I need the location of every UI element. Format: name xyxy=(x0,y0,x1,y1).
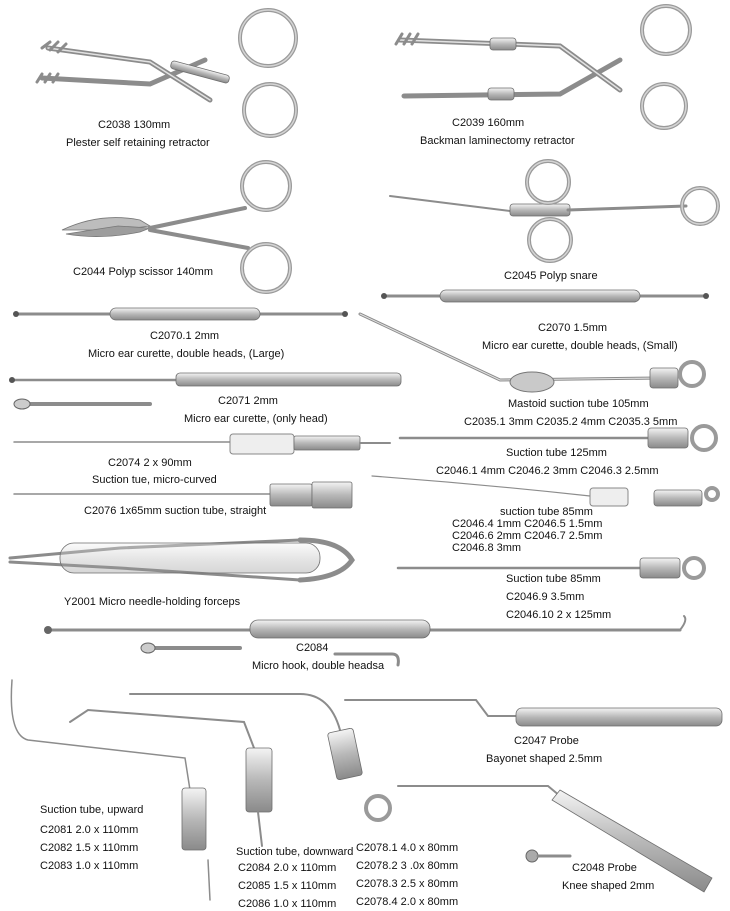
c2070-code: C2070 1.5mm xyxy=(538,322,608,334)
c2078-row: C2078.3 2.5 x 80mm xyxy=(356,878,459,890)
suction85b-name: Suction tube 85mm xyxy=(506,573,601,585)
ear-curette-single-icon xyxy=(9,373,401,409)
c2048-name: Knee shaped 2mm xyxy=(562,880,655,892)
downward-row: C2085 1.5 x 110mm xyxy=(238,880,337,892)
c2074-code: C2074 2 x 90mm xyxy=(108,457,192,469)
c2035-sizes: C2035.1 3mm C2035.2 4mm C2035.3 5mm xyxy=(464,416,678,428)
micro-curved-suction-icon xyxy=(14,434,390,454)
c2070-1-code: C2070.1 2mm xyxy=(150,330,220,342)
suction-tube-85-icon xyxy=(372,476,718,506)
c2071-name: Micro ear curette, (only head) xyxy=(184,413,328,425)
needle-holder-icon xyxy=(10,540,352,580)
downward-row: C2084 2.0 x 110mm xyxy=(238,862,337,874)
ear-curette-small-icon xyxy=(381,290,709,302)
c2071-code: C2071 2mm xyxy=(218,395,278,407)
suction85a-row2: C2046.6 2mm C2046.7 2.5mm xyxy=(452,530,603,542)
c2048-code: C2048 Probe xyxy=(572,862,637,874)
backman-retractor-icon xyxy=(396,6,690,128)
c2044-name: C2044 Polyp scissor 140mm xyxy=(73,266,214,278)
c2070-1-name: Micro ear curette, double heads, (Large) xyxy=(88,348,285,360)
upward-row: C2082 1.5 x 110mm xyxy=(40,842,139,854)
c2078-row: C2078.1 4.0 x 80mm xyxy=(356,842,459,854)
c2076-name: C2076 1x65mm suction tube, straight xyxy=(84,505,267,517)
suction125-name: Suction tube 125mm xyxy=(506,447,607,459)
c2070-name: Micro ear curette, double heads, (Small) xyxy=(482,340,678,352)
micro-hook-icon xyxy=(44,616,685,665)
bayonet-probe-icon xyxy=(345,700,722,726)
suction85a-name: suction tube 85mm xyxy=(500,506,593,518)
c2078-row: C2078.2 3 .0x 80mm xyxy=(356,860,459,872)
c2038-code: C2038 130mm xyxy=(98,119,171,131)
c2045-name: C2045 Polyp snare xyxy=(504,270,598,282)
suction85b-s1: C2046.9 3.5mm xyxy=(506,591,585,603)
downward-row: C2086 1.0 x 110mm xyxy=(238,898,337,910)
y2001-name: Y2001 Micro needle-holding forceps xyxy=(64,596,241,608)
c2084-hook-name: Micro hook, double headsa xyxy=(252,660,385,672)
knee-probe-icon xyxy=(398,786,712,892)
upward-row: C2083 1.0 x 110mm xyxy=(40,860,139,872)
suction85b-s2: C2046.10 2 x 125mm xyxy=(506,609,612,621)
c2039-name: Backman laminectomy retractor xyxy=(420,135,575,147)
c2038-name: Plester self retaining retractor xyxy=(66,137,210,149)
polyp-snare-icon xyxy=(390,161,718,261)
ear-curette-large-icon xyxy=(13,308,348,320)
suction125-sizes: C2046.1 4mm C2046.2 3mm C2046.3 2.5mm xyxy=(436,465,659,477)
suction85a-row1: C2046.4 1mm C2046.5 1.5mm xyxy=(452,518,603,530)
c2084-hook-code: C2084 xyxy=(296,642,329,654)
suction85a-row3: C2046.8 3mm xyxy=(452,542,522,554)
plester-retractor-icon xyxy=(37,10,296,136)
upward-title: Suction tube, upward xyxy=(40,804,144,816)
c2047-name: Bayonet shaped 2.5mm xyxy=(486,753,603,765)
upward-row: C2081 2.0 x 110mm xyxy=(40,824,139,836)
c2074-name: Suction tue, micro-curved xyxy=(92,474,217,486)
mastoid-suction-tube-icon xyxy=(360,314,704,392)
c2047-code: C2047 Probe xyxy=(514,735,579,747)
c2078-row: C2078.4 2.0 x 80mm xyxy=(356,896,459,908)
downward-title: Suction tube, downward xyxy=(236,846,354,858)
c2039-code: C2039 160mm xyxy=(452,117,525,129)
c2035-name: Mastoid suction tube 105mm xyxy=(508,398,649,410)
